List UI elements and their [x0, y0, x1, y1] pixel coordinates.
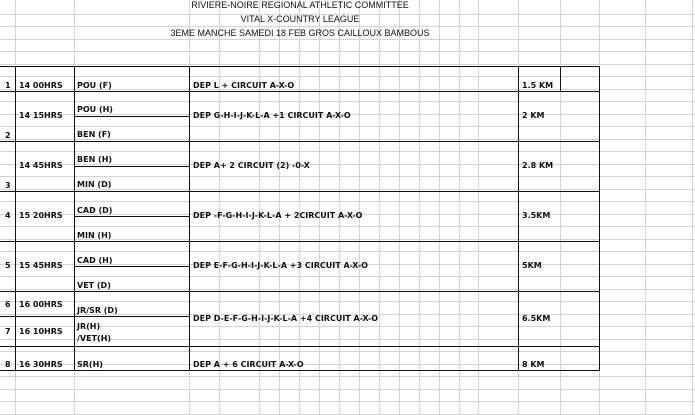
start-time: 16 00HRS	[19, 300, 63, 309]
route: DEP A + 6 CIRCUIT A-X-O	[193, 360, 304, 369]
row-number: 6	[5, 300, 11, 309]
category: CAD (D)	[77, 206, 113, 215]
category: BEN (F)	[77, 130, 111, 139]
route: DEP E-F-G-H-I-J-K-L-A +3 CIRCUIT A-X-O	[193, 261, 368, 270]
start-time: 14 00HRS	[19, 81, 63, 90]
category: MIN (D)	[77, 180, 112, 189]
category: VET (D)	[77, 281, 111, 290]
distance: 1.5 KM	[522, 81, 554, 90]
route: DEP G-H-I-J-K-L-A +1 CIRCUIT A-X-O	[193, 111, 351, 120]
category: POU (F)	[77, 81, 112, 90]
start-time: 15 20HRS	[19, 211, 63, 220]
start-time: 16 30HRS	[19, 360, 63, 369]
category: CAD (H)	[77, 256, 113, 265]
start-time: 16 10HRS	[19, 327, 63, 336]
category: /VET(H)	[77, 334, 112, 343]
row-number: 3	[5, 181, 11, 190]
row-number: 7	[5, 327, 11, 336]
row-number: 8	[5, 360, 11, 369]
event-title: 3EME MANCHE SAMEDI 18 FEB GROS CAILLOUX BAMBOUS	[170, 28, 430, 38]
route: DEP L + CIRCUIT A-X-O	[193, 81, 295, 90]
start-time: 14 45HRS	[19, 161, 63, 170]
route: DEP -F-G-H-I-J-K-L-A + 2CIRCUIT A-X-O	[193, 211, 363, 220]
row-number: 2	[5, 131, 11, 140]
distance: 2 KM	[522, 111, 545, 120]
start-time: 14 15HRS	[19, 111, 63, 120]
start-time: 15 45HRS	[19, 261, 63, 270]
category: SR(H)	[77, 360, 103, 369]
distance: 5KM	[522, 261, 542, 270]
category: MIN (H)	[77, 231, 112, 240]
category: JR/SR (D)	[77, 306, 118, 315]
distance: 2.8 KM	[522, 161, 554, 170]
route: DEP D-E-F-G-H-I-J-K-L-A +4 CIRCUIT A-X-O	[193, 314, 379, 323]
league-title: VITAL X-COUNTRY LEAGUE	[240, 14, 360, 24]
category: POU (H)	[77, 105, 113, 114]
route: DEP A+ 2 CIRCUIT (2) -0-X	[193, 161, 310, 170]
distance: 6.5KM	[522, 314, 551, 323]
distance: 8 KM	[522, 360, 545, 369]
row-number: 1	[5, 81, 11, 90]
category: BEN (H)	[77, 155, 113, 164]
committee-title: RIVIERE-NOIRE REGIONAL ATHLETIC COMMITTEE	[191, 0, 409, 10]
row-number: 4	[5, 211, 11, 220]
row-number: 5	[5, 261, 11, 270]
category: JR(H)	[77, 322, 101, 331]
distance: 3.5KM	[522, 211, 551, 220]
